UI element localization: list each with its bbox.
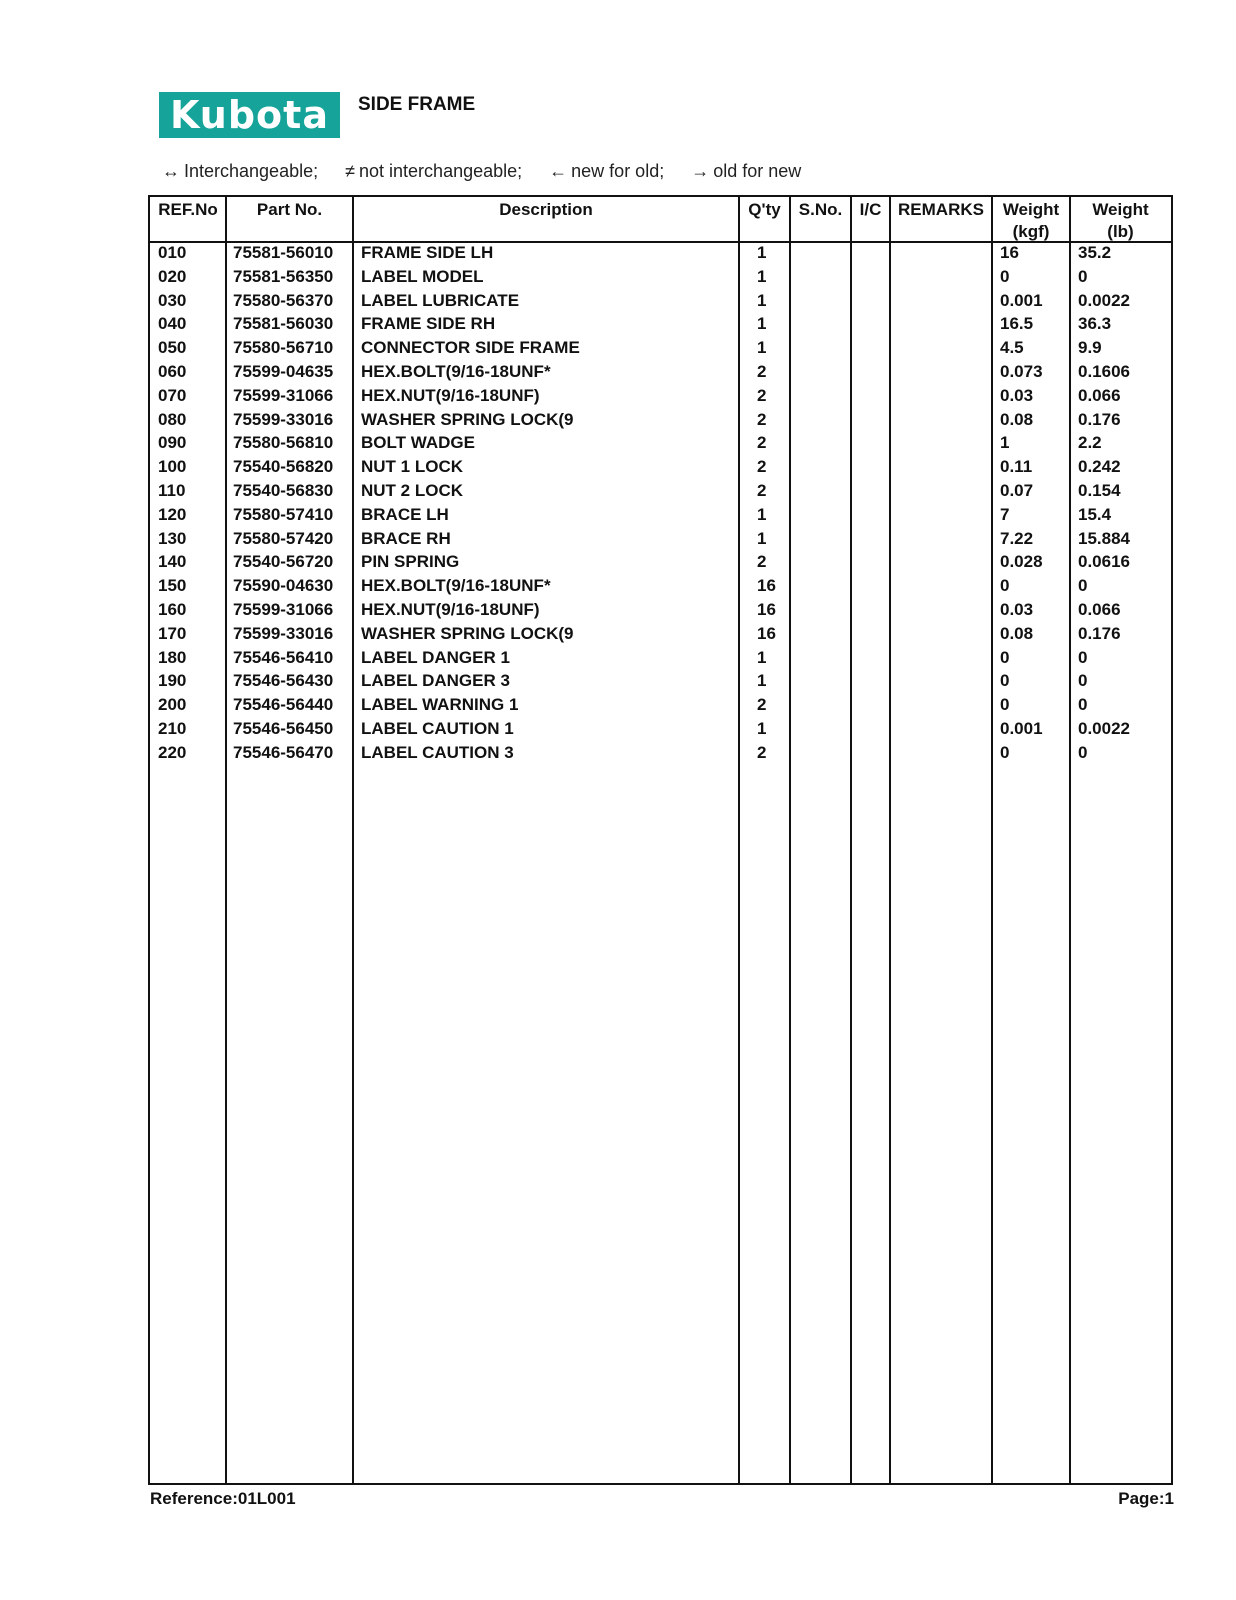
- header-quantity: Q'ty: [748, 200, 781, 219]
- cell-quantity: 16: [757, 600, 776, 619]
- cell-quantity: 16: [757, 623, 776, 643]
- cell-weight-kgf: 0.07: [1000, 481, 1034, 500]
- cell-ref-no: 080: [158, 409, 187, 429]
- cell-quantity: 2: [757, 481, 767, 500]
- cell-weight-kgf: 0: [1000, 266, 1010, 286]
- legend-not-interchangeable: not interchangeable;: [359, 161, 523, 181]
- cell-weight-kgf: 16.5: [1000, 314, 1034, 334]
- cell-quantity: 1: [757, 314, 767, 334]
- column-divider: [225, 197, 227, 1483]
- cell-part-no: 75590-04630: [233, 576, 334, 596]
- cell-quantity: 1: [757, 290, 767, 310]
- cell-weight-lb: 15.884: [1078, 528, 1130, 548]
- reference-label: Reference:01L001: [150, 1489, 296, 1508]
- cell-part-no: 75580-56370: [233, 290, 334, 310]
- cell-ref-no: 020: [158, 266, 187, 286]
- cell-part-no: 75580-56810: [233, 433, 334, 453]
- cell-weight-kgf: 0.028: [1000, 552, 1043, 572]
- cell-weight-lb: 0.176: [1078, 409, 1121, 429]
- cell-quantity: 2: [757, 695, 767, 715]
- cell-description: LABEL CAUTION 1: [361, 719, 514, 738]
- column-divider: [789, 197, 791, 1483]
- cell-part-no: 75540-56830: [233, 481, 334, 500]
- column-divider: [738, 197, 740, 1483]
- cell-part-no: 75546-56410: [233, 647, 334, 667]
- cell-ref-no: 050: [158, 338, 187, 358]
- header-ic: I/C: [859, 200, 882, 219]
- cell-weight-kgf: 0.073: [1000, 362, 1043, 381]
- cell-ref-no: 120: [158, 504, 187, 524]
- cell-weight-kgf: 0.11: [1000, 457, 1033, 477]
- cell-weight-lb: 35.2: [1078, 243, 1112, 262]
- header-remarks: REMARKS: [898, 200, 984, 219]
- cell-weight-kgf: 0.03: [1000, 600, 1034, 619]
- cell-weight-kgf: 0: [1000, 647, 1010, 667]
- cell-ref-no: 140: [158, 552, 187, 572]
- cell-ref-no: 060: [158, 362, 187, 381]
- cell-quantity: 2: [757, 552, 767, 572]
- cell-description: NUT 1 LOCK: [361, 457, 463, 477]
- cell-weight-lb: 0: [1078, 671, 1088, 691]
- legend-old-for-new: old for new: [713, 161, 802, 181]
- page-title: SIDE FRAME: [358, 94, 476, 115]
- cell-description: LABEL WARNING 1: [361, 695, 519, 715]
- header-description: Description: [499, 200, 593, 219]
- cell-weight-lb: 0.154: [1078, 481, 1121, 500]
- cell-weight-lb: 0.1606: [1078, 362, 1130, 381]
- cell-ref-no: 160: [158, 600, 187, 619]
- cell-description: CONNECTOR SIDE FRAME: [361, 338, 580, 358]
- cell-description: BRACE RH: [361, 528, 451, 548]
- cell-weight-kgf: 4.5: [1000, 338, 1024, 358]
- cell-description: BRACE LH: [361, 504, 449, 524]
- cell-quantity: 2: [757, 433, 767, 453]
- cell-description: WASHER SPRING LOCK(9: [361, 409, 574, 429]
- cell-ref-no: 170: [158, 623, 187, 643]
- cell-quantity: 1: [757, 671, 767, 691]
- cell-part-no: 75581-56010: [233, 243, 334, 262]
- cell-weight-lb: 0: [1078, 742, 1088, 762]
- kubota-logo: Kubota: [159, 92, 340, 138]
- cell-weight-kgf: 16: [1000, 243, 1019, 262]
- cell-part-no: 75546-56450: [233, 719, 334, 738]
- cell-part-no: 75546-56470: [233, 742, 334, 762]
- not-equal-icon: ≠: [345, 161, 356, 181]
- right-arrow-icon: →: [691, 161, 710, 181]
- cell-description: HEX.BOLT(9/16-18UNF*: [361, 362, 551, 381]
- cell-part-no: 75546-56440: [233, 695, 334, 715]
- cell-quantity: 1: [757, 266, 767, 286]
- cell-description: WASHER SPRING LOCK(9: [361, 623, 574, 643]
- cell-weight-lb: 0.0022: [1078, 719, 1130, 738]
- cell-quantity: 1: [757, 647, 767, 667]
- cell-ref-no: 100: [158, 457, 187, 477]
- cell-quantity: 1: [757, 528, 767, 548]
- cell-ref-no: 130: [158, 528, 187, 548]
- legend-interchangeable: Interchangeable;: [184, 161, 319, 181]
- cell-part-no: 75581-56030: [233, 314, 334, 334]
- cell-quantity: 2: [757, 457, 767, 477]
- cell-description: LABEL MODEL: [361, 266, 484, 286]
- cell-ref-no: 030: [158, 290, 187, 310]
- cell-weight-kgf: 1: [1000, 433, 1010, 453]
- column-divider: [991, 197, 993, 1483]
- cell-quantity: 2: [757, 385, 767, 405]
- cell-description: HEX.NUT(9/16-18UNF): [361, 385, 540, 405]
- cell-part-no: 75580-57420: [233, 528, 334, 548]
- cell-part-no: 75599-33016: [233, 623, 334, 643]
- cell-ref-no: 090: [158, 433, 187, 453]
- cell-quantity: 2: [757, 409, 767, 429]
- cell-ref-no: 150: [158, 576, 187, 596]
- header-part-no: Part No.: [256, 200, 323, 219]
- cell-weight-kgf: 0.03: [1000, 385, 1034, 405]
- cell-weight-kgf: 0: [1000, 695, 1010, 715]
- cell-part-no: 75580-57410: [233, 504, 334, 524]
- cell-description: FRAME SIDE RH: [361, 314, 496, 334]
- interchangeability-legend: [162, 161, 823, 182]
- header-serial-no: S.No.: [798, 200, 843, 219]
- page-number: Page:1: [1118, 1489, 1174, 1508]
- cell-ref-no: 210: [158, 719, 187, 738]
- cell-description: NUT 2 LOCK: [361, 481, 463, 500]
- cell-part-no: 75580-56710: [233, 338, 334, 358]
- cell-description: BOLT WADGE: [361, 433, 475, 453]
- cell-weight-lb: 0: [1078, 266, 1088, 286]
- cell-description: HEX.NUT(9/16-18UNF): [361, 600, 540, 619]
- cell-ref-no: 190: [158, 671, 187, 691]
- cell-description: HEX.BOLT(9/16-18UNF*: [361, 576, 551, 596]
- header-ref-no: REF.No: [158, 200, 218, 219]
- header-weight-kgf: Weight (kgf): [1002, 200, 1060, 241]
- cell-quantity: 1: [757, 243, 767, 262]
- cell-weight-lb: 0.242: [1078, 457, 1121, 477]
- cell-ref-no: 180: [158, 647, 187, 667]
- cell-weight-kgf: 0.08: [1000, 623, 1034, 643]
- cell-part-no: 75599-31066: [233, 385, 334, 405]
- cell-ref-no: 070: [158, 385, 187, 405]
- cell-description: LABEL DANGER 1: [361, 647, 510, 667]
- cell-quantity: 2: [757, 742, 767, 762]
- cell-weight-lb: 0.176: [1078, 623, 1121, 643]
- cell-part-no: 75581-56350: [233, 266, 334, 286]
- cell-part-no: 75540-56820: [233, 457, 334, 477]
- cell-part-no: 75599-04635: [233, 362, 334, 381]
- cell-weight-kgf: 0: [1000, 576, 1010, 596]
- cell-quantity: 1: [757, 338, 767, 358]
- cell-ref-no: 010: [158, 243, 187, 262]
- cell-part-no: 75546-56430: [233, 671, 334, 691]
- column-divider: [1069, 197, 1071, 1483]
- cell-weight-kgf: 7: [1000, 504, 1010, 524]
- interchangeable-arrow-icon: ↔: [162, 161, 180, 181]
- cell-weight-lb: 2.2: [1078, 433, 1102, 453]
- cell-weight-lb: 36.3: [1078, 314, 1112, 334]
- cell-part-no: 75599-31066: [233, 600, 334, 619]
- cell-weight-kgf: 0: [1000, 671, 1010, 691]
- cell-quantity: 16: [757, 576, 776, 596]
- column-divider: [850, 197, 852, 1483]
- cell-weight-kgf: 7.22: [1000, 528, 1034, 548]
- parts-table: [148, 195, 1173, 1485]
- cell-weight-lb: 0.066: [1078, 600, 1121, 619]
- cell-ref-no: 220: [158, 742, 187, 762]
- cell-part-no: 75599-33016: [233, 409, 334, 429]
- cell-ref-no: 200: [158, 695, 187, 715]
- cell-weight-lb: 0.0616: [1078, 552, 1130, 572]
- cell-quantity: 1: [757, 719, 767, 738]
- cell-weight-lb: 0: [1078, 695, 1088, 715]
- cell-weight-lb: 0: [1078, 576, 1088, 596]
- cell-weight-lb: 9.9: [1078, 338, 1102, 358]
- cell-weight-lb: 0: [1078, 647, 1088, 667]
- cell-weight-lb: 0.0022: [1078, 290, 1130, 310]
- cell-description: PIN SPRING: [361, 552, 460, 572]
- left-arrow-icon: ←: [549, 161, 568, 181]
- cell-weight-lb: 0.066: [1078, 385, 1121, 405]
- header-weight-lb: Weight (lb): [1092, 200, 1149, 241]
- cell-weight-lb: 15.4: [1078, 504, 1112, 524]
- cell-description: LABEL DANGER 3: [361, 671, 510, 691]
- column-divider: [352, 197, 354, 1483]
- cell-weight-kgf: 0.001: [1000, 290, 1043, 310]
- cell-ref-no: 040: [158, 314, 187, 334]
- cell-weight-kgf: 0: [1000, 742, 1010, 762]
- cell-description: LABEL LUBRICATE: [361, 290, 520, 310]
- cell-description: LABEL CAUTION 3: [361, 742, 514, 762]
- cell-quantity: 2: [757, 362, 767, 381]
- cell-ref-no: 110: [158, 481, 186, 500]
- column-divider: [889, 197, 891, 1483]
- cell-part-no: 75540-56720: [233, 552, 334, 572]
- legend-new-for-old: new for old;: [571, 161, 665, 181]
- cell-weight-kgf: 0.001: [1000, 719, 1043, 738]
- cell-weight-kgf: 0.08: [1000, 409, 1034, 429]
- cell-quantity: 1: [757, 504, 767, 524]
- cell-description: FRAME SIDE LH: [361, 243, 494, 262]
